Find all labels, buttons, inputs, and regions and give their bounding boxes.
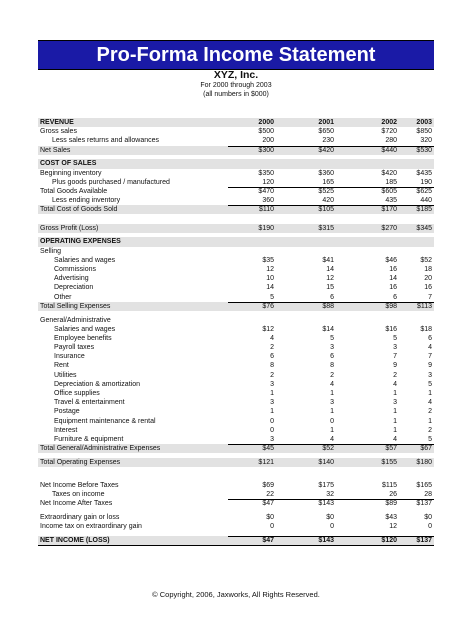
row-value: 14 [389,275,397,283]
row-value: $115 [381,481,397,489]
row-value: 3 [330,399,334,407]
row-value: 190 [420,178,432,186]
row-value: 3 [270,380,274,388]
row-value: 2002 [381,119,397,126]
row-value: 2 [330,371,334,379]
row-value: 0 [330,417,334,425]
table-row [38,265,434,274]
table-row [38,352,434,361]
row-label: Employee benefits [54,334,112,342]
row-label: General/Administrative [40,316,111,324]
row-label: Income tax on extraordinary gain [40,523,142,531]
row-value: $0 [266,514,274,522]
units-label: (all numbers in $000) [203,91,269,98]
row-value: 420 [322,197,334,205]
table-row [38,444,434,453]
row-value: $110 [258,206,274,214]
table-row [38,325,434,334]
row-value: 4 [330,380,334,388]
row-label: Furniture & equipment [54,435,124,443]
row-value: 9 [428,362,432,370]
row-value: $470 [258,187,274,195]
row-value: 12 [326,275,334,283]
row-value: 1 [270,408,274,416]
row-value: 200 [262,137,274,145]
row-value: $52 [322,445,334,453]
row-value: 5 [270,293,274,301]
row-value: 3 [428,371,432,379]
row-value: $525 [318,187,334,195]
table-row [38,380,434,389]
row-label: Total Goods Available [40,187,108,195]
row-value: 320 [420,137,432,145]
row-value: $435 [416,169,432,177]
row-value: $76 [262,302,274,310]
row-value: $720 [381,128,397,136]
row-value: 32 [326,491,334,499]
row-value: 16 [389,266,397,273]
row-value: $270 [381,224,397,232]
row-value: 6 [330,353,334,361]
row-value: 1 [393,426,397,434]
row-value: 22 [266,491,274,499]
row-value: 1 [330,390,334,398]
row-value: $35 [262,256,274,264]
row-value: 4 [393,435,397,443]
row-value: 8 [270,362,274,370]
row-value: $113 [416,302,432,310]
row-label: Taxes on income [52,491,105,499]
row-label: Payroll taxes [54,344,95,352]
row-label: Commissions [54,266,97,273]
row-value: 1 [428,417,432,425]
row-value: 0 [428,523,432,531]
table-row [38,169,434,178]
row-label: Travel & entertainment [54,399,125,407]
row-value: 6 [330,293,334,301]
row-label: Depreciation & amortization [54,380,140,388]
row-value: 16 [424,284,432,292]
row-value: 16 [389,284,397,292]
row-value: 8 [330,362,334,370]
table-row [38,205,434,214]
row-value: 20 [424,275,432,283]
row-value: 6 [428,334,432,342]
row-value: 4 [428,399,432,407]
row-value: 12 [389,523,397,531]
row-value: $89 [385,500,397,508]
row-value: $190 [258,224,274,232]
row-value: $315 [318,224,334,232]
row-value: $850 [416,128,432,136]
row-label: Net Income Before Taxes [40,481,119,489]
row-value: $69 [262,481,274,489]
row-value: $345 [416,224,432,232]
row-label: Selling [40,247,62,255]
row-value: $121 [258,458,274,466]
row-value: $605 [381,187,397,195]
row-value: $12 [262,325,274,333]
row-label: Less ending inventory [52,197,121,205]
table-row [38,178,434,187]
row-value: 18 [424,266,432,273]
row-value: 2001 [318,119,334,126]
row-value: 9 [393,362,397,370]
row-value: 10 [266,275,274,283]
row-value: $120 [381,537,397,545]
row-value: $98 [385,302,397,310]
table-row [38,159,434,168]
row-value: $165 [416,481,432,489]
row-value: 26 [389,491,397,499]
row-value: 360 [262,197,274,205]
row-value: $300 [258,146,274,154]
row-label: Plus goods purchased / manufactured [52,178,170,186]
row-value: $14 [322,325,334,333]
row-value: $57 [385,445,397,453]
row-value: $16 [385,325,397,333]
row-value: 280 [385,137,397,145]
row-value: $420 [318,146,334,154]
row-value: 1 [428,390,432,398]
row-value: 7 [428,353,432,361]
table-row [38,426,434,435]
row-label: Other [54,293,72,301]
row-label: Gross Profit (Loss) [40,224,99,232]
row-value: 7 [428,293,432,301]
row-value: $47 [262,500,274,508]
row-value: 0 [330,523,334,531]
row-value: $143 [318,537,334,545]
row-value: 3 [393,399,397,407]
row-value: 1 [270,390,274,398]
row-value: 0 [270,523,274,531]
row-label: NET INCOME (LOSS) [40,537,110,545]
table-row [38,499,434,508]
row-value: $0 [424,514,432,522]
income-table [38,118,434,546]
table-row [38,334,434,343]
row-value: 4 [393,380,397,388]
row-label: COST OF SALES [40,160,97,168]
row-value: 3 [393,344,397,352]
row-label: Total Selling Expenses [40,302,111,310]
table-row [38,256,434,265]
table-row [38,417,434,426]
row-value: 1 [393,390,397,398]
row-value: 0 [270,417,274,425]
row-value: $175 [318,481,334,489]
row-value: $41 [322,256,334,264]
row-value: 5 [428,380,432,388]
row-value: $18 [420,325,432,333]
page-title: Pro-Forma Income Statement [38,40,434,70]
row-value: 435 [385,197,397,205]
row-value: 2003 [416,119,432,126]
row-label: Total General/Administrative Expenses [40,445,161,453]
table-row [38,118,434,127]
row-value: $350 [258,169,274,177]
company-name: XYZ, Inc. [213,69,259,81]
row-value: $46 [385,256,397,264]
row-value: $0 [326,514,334,522]
row-value: 440 [420,197,432,205]
row-label: Interest [54,426,78,434]
row-label: Total Cost of Goods Sold [40,206,118,214]
table-row [38,407,434,416]
row-value: $67 [420,445,432,453]
row-label: Net Sales [40,146,71,154]
table-row [38,224,434,233]
table-row [38,458,434,467]
table-row [38,293,434,302]
row-label: Total Operating Expenses [40,458,121,466]
table-row [38,361,434,370]
table-row [38,196,434,205]
copyright-footer: © Copyright, 2006, Jaxworks, All Rights Reserved. [152,590,320,599]
row-value: 6 [270,353,274,361]
row-value: $105 [318,206,334,214]
row-value: 12 [266,266,274,273]
row-value: $530 [416,146,432,154]
table-row [38,343,434,352]
table-row [38,283,434,292]
row-value: 120 [262,178,274,186]
table-row [38,237,434,246]
row-label: Insurance [54,353,85,361]
table-row [38,522,434,531]
row-label: Salaries and wages [54,256,116,264]
row-label: Less sales returns and allowances [52,137,160,145]
row-label: REVENUE [40,119,74,126]
row-value: 2 [270,344,274,352]
table-row [38,490,434,499]
row-value: $47 [262,537,274,545]
row-value: $143 [318,500,334,508]
row-value: $625 [416,187,432,195]
table-row [38,146,434,155]
row-value: 1 [393,408,397,416]
row-label: Postage [54,408,80,416]
row-value: 5 [330,334,334,342]
table-row [38,274,434,283]
row-value: $155 [381,458,397,466]
row-value: 5 [393,334,397,342]
row-label: Rent [54,362,69,370]
row-value: 3 [330,344,334,352]
row-value: $137 [416,500,432,508]
row-value: 14 [326,266,334,273]
row-value: $88 [322,302,334,310]
row-label: Utilities [54,371,77,379]
row-value: 15 [326,284,334,292]
row-value: $360 [318,169,334,177]
row-value: 2000 [258,119,274,126]
row-value: $185 [416,206,432,214]
row-value: 1 [393,417,397,425]
row-value: $140 [318,458,334,466]
row-value: 4 [270,334,274,342]
row-value: 7 [393,353,397,361]
row-value: $170 [381,206,397,214]
row-label: OPERATING EXPENSES [40,238,121,246]
row-value: 2 [428,426,432,434]
row-value: 2 [393,371,397,379]
row-value: 3 [270,435,274,443]
row-label: Net Income After Taxes [40,500,113,508]
row-label: Office supplies [54,390,100,398]
table-row [38,513,434,522]
row-label: Salaries and wages [54,325,116,333]
row-value: 28 [424,491,432,499]
row-value: 5 [428,435,432,443]
row-value: 2 [270,371,274,379]
row-value: $137 [416,537,432,545]
row-value: 6 [393,293,397,301]
table-row [38,247,434,256]
row-value: 4 [330,435,334,443]
row-value: 3 [270,399,274,407]
table-row [38,398,434,407]
row-value: 2 [428,408,432,416]
table-row [38,435,434,444]
row-value: 4 [428,344,432,352]
table-row [38,136,434,145]
row-value: $420 [381,169,397,177]
table-row [38,302,434,311]
row-label: Gross sales [40,128,77,136]
table-row [38,389,434,398]
row-value: $180 [416,458,432,466]
row-label: Equipment maintenance & rental [54,417,156,425]
row-value: $650 [318,128,334,136]
row-value: $500 [258,128,274,136]
row-label: Beginning inventory [40,169,102,177]
row-value: $45 [262,445,274,453]
table-row [38,481,434,490]
row-value: 0 [270,426,274,434]
row-label: Depreciation [54,284,94,292]
row-value: 14 [266,284,274,292]
row-value: 1 [330,426,334,434]
row-value: 1 [330,408,334,416]
row-label: Advertising [54,275,89,283]
row-value: 165 [322,178,334,186]
row-label: Extraordinary gain or loss [40,514,120,522]
table-row [38,127,434,136]
table-row [38,536,434,546]
row-value: $43 [385,514,397,522]
row-value: 230 [322,137,334,145]
row-value: 185 [385,178,397,186]
table-row [38,371,434,380]
row-value: $440 [381,146,397,154]
table-row [38,187,434,196]
table-row [38,316,434,325]
period-label: For 2000 through 2003 [200,82,272,89]
row-value: $52 [420,256,432,264]
